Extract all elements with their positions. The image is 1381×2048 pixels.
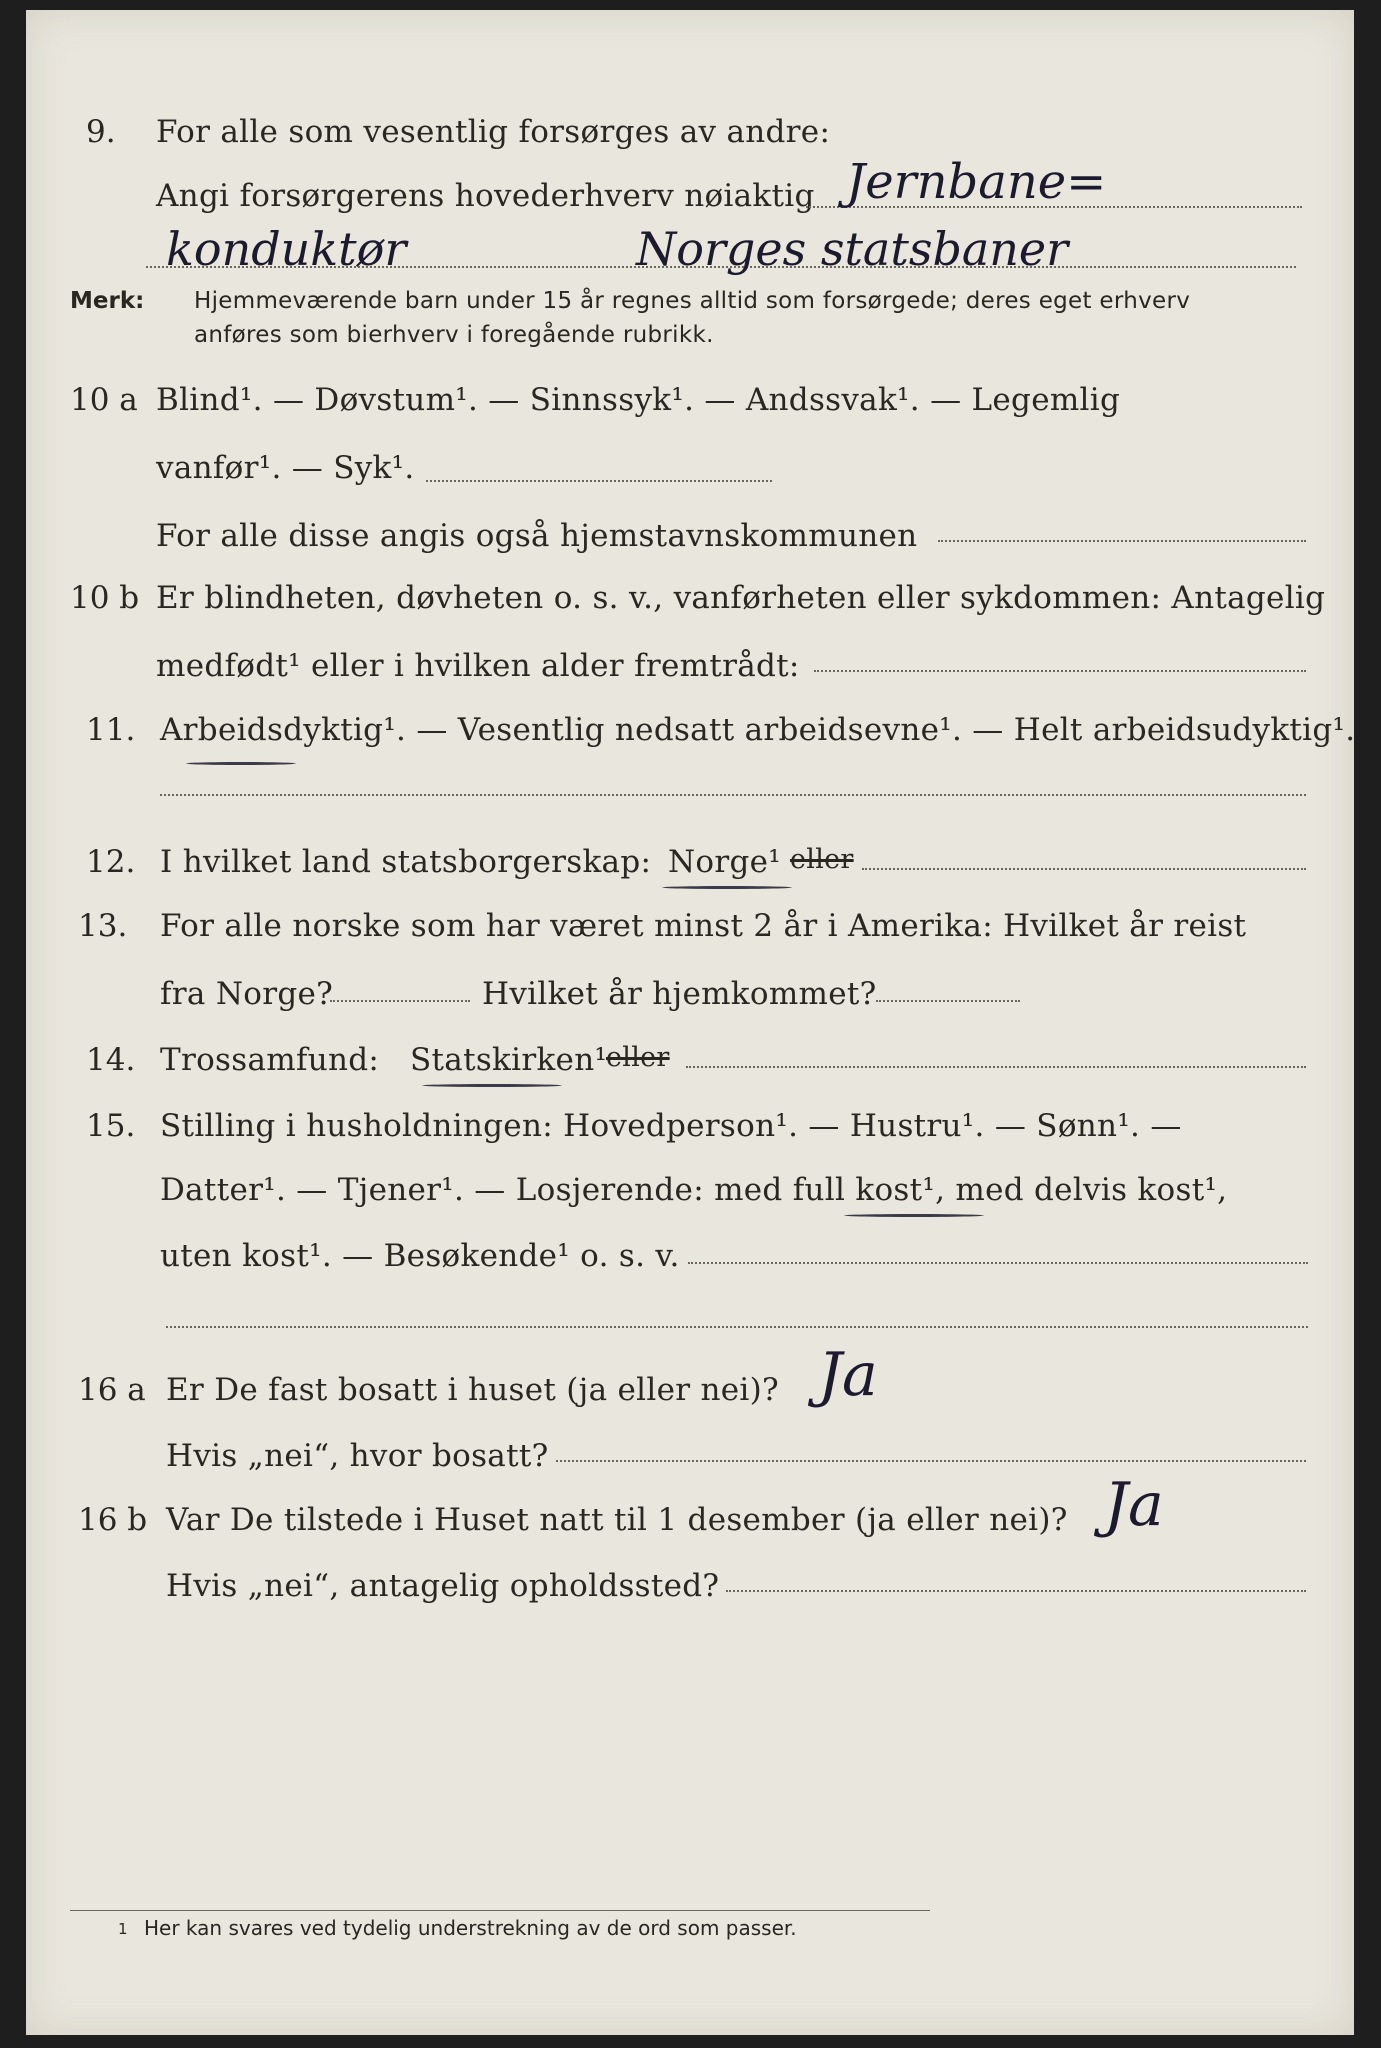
q15-line3: uten kost¹. — Besøkende¹ o. s. v.: [160, 1238, 680, 1274]
q13-number: 13.: [78, 908, 128, 944]
q16a-line1: Er De fast bosatt i huset (ja eller nei)?: [166, 1372, 779, 1408]
q11-answer-line: [160, 794, 1306, 796]
q9-line1: For alle som vesentlig forsørges av andre:: [156, 114, 831, 150]
q9-handwritten-answer-2: konduktør: [166, 222, 407, 276]
q9-number: 9.: [86, 114, 116, 150]
q10b-number: 10 b: [70, 580, 140, 616]
merk-line2: anføres som bierhverv i foregående rubrikk.: [194, 322, 714, 348]
q14-struck-eller: eller: [606, 1042, 670, 1073]
q12-answer-line: [862, 868, 1306, 870]
q16b-line1: Var De tilstede i Huset natt til 1 desember (ja eller nei)?: [166, 1502, 1068, 1538]
q15-line2: Datter¹. — Tjener¹. — Losjerende: med full kost¹, med delvis kost¹,: [160, 1172, 1228, 1208]
q16b-number: 16 b: [78, 1502, 148, 1538]
footnote-marker: 1: [118, 1920, 128, 1938]
q11-line1: Arbeidsdyktig¹. — Vesentlig nedsatt arbeidsevne¹. — Helt arbeidsudyktig¹.: [160, 712, 1356, 748]
q12-number: 12.: [86, 844, 136, 880]
q9-handwritten-answer-1: Jernbane=: [846, 154, 1107, 210]
q16b-handwritten-answer: Ja: [1104, 1470, 1164, 1540]
q15-number: 15.: [86, 1108, 136, 1144]
q10a-hjemstavn-line: [938, 540, 1306, 542]
q16a-number: 16 a: [78, 1372, 146, 1408]
q9-handwritten-answer-3: Norges statsbaner: [636, 222, 1069, 276]
census-form-page: [26, 10, 1354, 2035]
q10a-line1: Blind¹. — Døvstum¹. — Sinnssyk¹. — Andssvak¹. — Legemlig: [156, 382, 1121, 418]
q10b-answer-line: [814, 670, 1306, 672]
q14-option-statskirken: Statskirken¹: [410, 1042, 608, 1078]
q10a-line3: For alle disse angis også hjemstavnskommunen: [156, 518, 918, 554]
q9-line2: Angi forsørgerens hovederhverv nøiaktig: [156, 178, 815, 214]
q10b-line2: medfødt¹ eller i hvilken alder fremtrådt:: [156, 648, 800, 684]
q12-text: I hvilket land statsborgerskap:: [160, 844, 652, 880]
merk-line1: Hjemmeværende barn under 15 år regnes alltid som forsørgede; deres eget erhverv: [194, 288, 1191, 314]
q12-struck-eller: eller: [790, 844, 854, 875]
merk-label: Merk:: [70, 288, 145, 314]
q14-text: Trossamfund:: [160, 1042, 380, 1078]
q10a-answer-line: [426, 480, 772, 482]
q15-line1: Stilling i husholdningen: Hovedperson¹. — Hustru¹. — Sønn¹. —: [160, 1108, 1182, 1144]
q15-answer-line1: [688, 1262, 1308, 1264]
footnote-rule: [70, 1910, 930, 1911]
q16a-answer-line: [556, 1460, 1306, 1462]
q12-option-norge: Norge¹: [668, 844, 782, 880]
q14-handwritten-underline: [422, 1084, 562, 1087]
q15-handwritten-underline: [844, 1214, 984, 1217]
q13-line2a: fra Norge?: [160, 976, 334, 1012]
q13-hjemkommet-line: [876, 1000, 1020, 1002]
q10b-line1: Er blindheten, døvheten o. s. v., vanførheten eller sykdommen: Antagelig: [156, 580, 1326, 616]
q16a-handwritten-answer: Ja: [818, 1340, 878, 1410]
q13-reist-line: [330, 1000, 470, 1002]
q16b-line2: Hvis „nei“, antagelig opholdssted?: [166, 1568, 720, 1604]
q16a-line2: Hvis „nei“, hvor bosatt?: [166, 1438, 549, 1474]
q11-number: 11.: [86, 712, 136, 748]
q15-answer-line2: [166, 1326, 1308, 1328]
q10a-number: 10 a: [70, 382, 138, 418]
q14-answer-line: [686, 1066, 1306, 1068]
q11-handwritten-underline: [186, 762, 296, 765]
q13-line2b: Hvilket år hjemkommet?: [482, 976, 877, 1012]
q16b-answer-line: [726, 1590, 1306, 1592]
footnote-text: Her kan svares ved tydelig understrekning av de ord som passer.: [144, 1916, 797, 1940]
q14-number: 14.: [86, 1042, 136, 1078]
q10a-line2: vanfør¹. — Syk¹.: [156, 450, 415, 486]
q13-line1: For alle norske som har været minst 2 år i Amerika: Hvilket år reist: [160, 908, 1247, 944]
q12-handwritten-underline: [662, 886, 792, 889]
